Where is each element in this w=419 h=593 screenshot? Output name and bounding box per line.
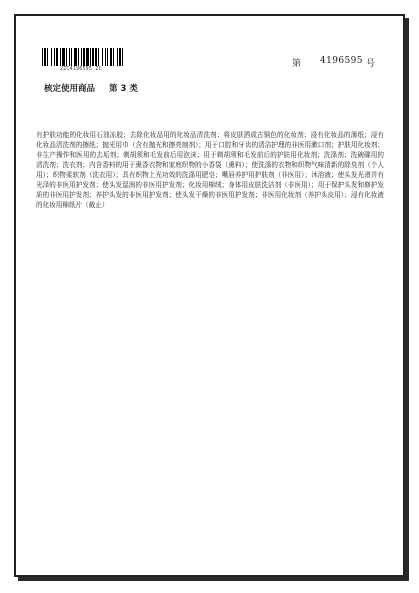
goods-list-text: 有护肤功能的化妆用石油冻胶；去除化妆品用的化妆品清洗剂；将皮肤洒成古铜色的化妆剂；浸有化妆品的薄纸；浸有化妆品清洗剂的擦纸；抛光用巾（含有抛光和擦亮制剂）；用于口腔和牙齿的清洁护理的非医用漱口剂；护肤用化妆剂；非生产操作和医用的去垢剂；剃胡须和毛发前后用泡沫；用于剃胡须和毛发前后的护肤用化妆剂；洗涤剂；洗碗碟用的清洗剂；洗衣剂；内含香料的用于熏香衣物和家庭织物的小香袋（熏料）；使洗涤的衣物和织物气味清新的除臭剂（个人用）；织物柔软剂（洗衣用）；具有织物上光功效的洗涤用肥皂；嘴唇养护用护肤剂（非医用）；沐浴液；使头发光滑并有光泽的非医用护发剂；使头发湿润的非医用护发剂；化妆用棉绒；身体用皮肤洗洁剂（非医用）；用于保护头发和修护发质的非医用护发剂；养护头发的非医用护发剂；使头发干燥的非医用护发剂；非医用化妆剂（养护头皮用）；浸有化妆液的化妆用棉纸片（截止） — [36, 131, 384, 209]
barcode-caption: 2ZC4196595 ZC — [60, 66, 102, 72]
barcode — [42, 48, 154, 66]
page-shadow-right — [405, 18, 409, 581]
document-page — [14, 14, 405, 577]
registration-label: 第 — [292, 59, 302, 69]
heading-class: 第 3 类 — [109, 84, 138, 94]
registration-number: 4196595 — [320, 56, 363, 66]
page-shadow-bottom — [18, 577, 409, 581]
registration-suffix: 号 — [366, 59, 376, 69]
goods-heading — [44, 82, 138, 94]
heading-title: 核定使用商品 — [44, 84, 96, 94]
